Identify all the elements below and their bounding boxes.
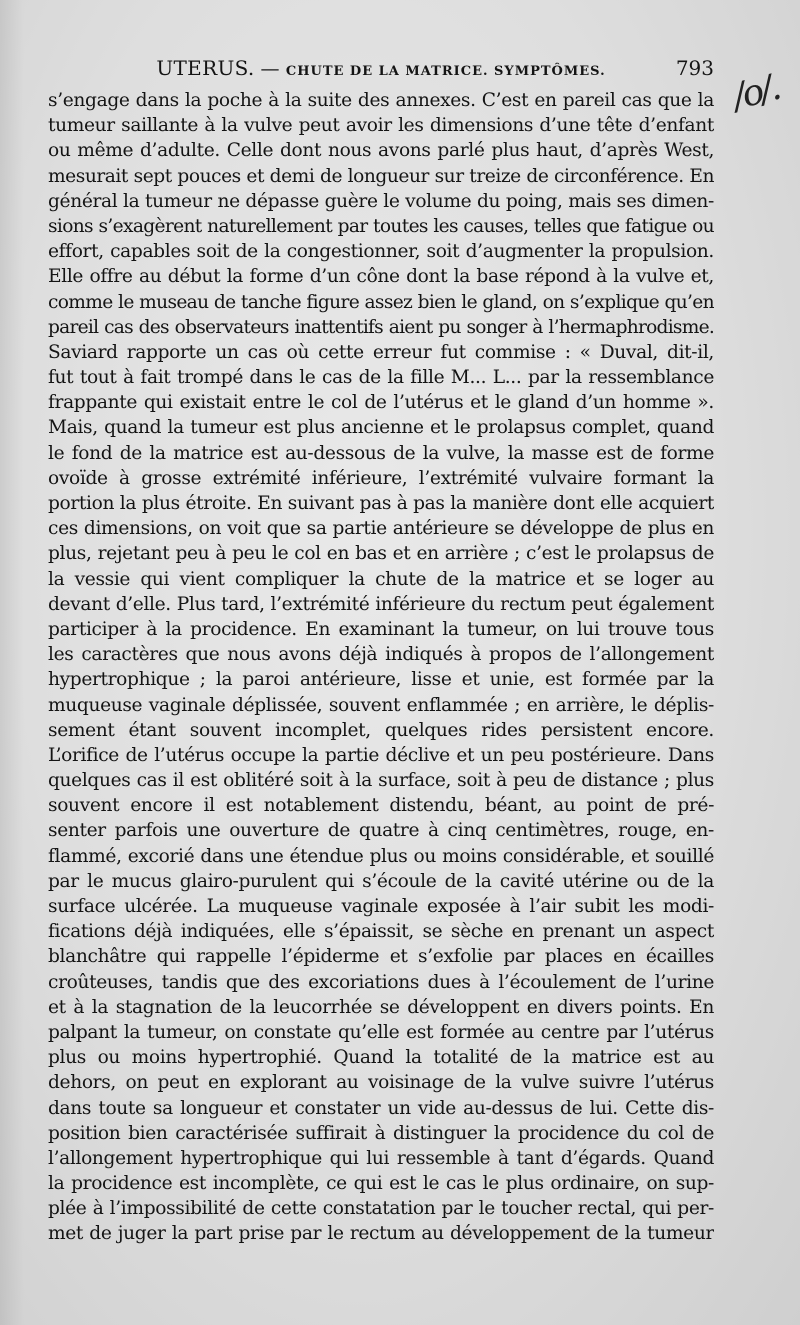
- text-line: général la tumeur ne dépasse guère le volume du poing, mais ses dimen-: [48, 190, 714, 212]
- text-line: sement étant souvent incomplet, quelques rides persistent encore.: [48, 719, 714, 741]
- text-line: frappante qui existait entre le col de l’utérus et le gland d’un homme ».: [48, 392, 714, 414]
- text-line: fut tout à fait trompé dans le cas de la fille M... L... par la ressemblance: [48, 367, 714, 389]
- text-line: surface ulcérée. La muqueuse vaginale exposée à l’air subit les modi-: [48, 896, 714, 917]
- text-line: tumeur saillante à la vulve peut avoir les dimensions d’une tête d’enfant: [48, 115, 714, 137]
- text-line: pareil cas des observateurs inattentifs aient pu songer à l’hermaphrodisme.: [48, 316, 714, 338]
- text-line: dans toute sa longueur et constater un vide au-dessus de lui. Cette dis-: [48, 1097, 714, 1119]
- running-head-subtitle: CHUTE DE LA MATRICE. SYMPTÔMES.: [285, 64, 606, 79]
- text-line: croûteuses, tandis que des excoriations dues à l’écoulement de l’urine: [48, 971, 714, 993]
- text-line: flammé, excorié dans une étendue plus ou moins considérable, et souillé: [48, 845, 714, 867]
- running-head-title: UTERUS.: [156, 56, 255, 80]
- text-line: la procidence est incomplète, ce qui est le cas le plus ordinaire, on sup-: [48, 1173, 714, 1195]
- handwritten-margin-note: /o/.: [728, 67, 783, 118]
- text-line: comme le museau de tanche figure assez bien le gland, on s’explique qu’en: [48, 291, 714, 313]
- text-line: met de juger la part prise par le rectum au développement de la tumeur: [48, 1223, 714, 1245]
- text-line: Elle offre au début la forme d’un cône dont la base répond à la vulve et,: [48, 266, 714, 288]
- text-line: L’orifice de l’utérus occupe la partie déclive et un peu postérieure. Dans: [48, 744, 714, 766]
- text-line: Mais, quand la tumeur est plus ancienne et le prolapsus complet, quand: [48, 417, 714, 439]
- text-line: ces dimensions, on voit que sa partie antérieure se développe de plus en: [48, 518, 714, 540]
- text-line: mesurait sept pouces et demi de longueur sur treize de circonférence. En: [48, 165, 714, 187]
- text-line: devant d’elle. Plus tard, l’extrémité inférieure du rectum peut également: [48, 593, 714, 615]
- text-line: souvent encore il est notablement distendu, béant, au point de pré-: [48, 795, 714, 817]
- text-line: hypertrophique ; la paroi antérieure, lisse et unie, est formée par la: [48, 669, 714, 691]
- text-line: portion la plus étroite. En suivant pas à pas la manière dont elle acquiert: [48, 493, 714, 514]
- text-line: Saviard rapporte un cas où cette erreur fut commise : « Duval, dit-il,: [48, 341, 714, 363]
- text-line: fications déjà indiquées, elle s’épaissit, se sèche en prenant un aspect: [48, 921, 714, 943]
- text-line: palpant la tumeur, on constate qu’elle est formée au centre par l’utérus: [48, 1021, 714, 1043]
- text-line: dehors, on peut en explorant au voisinage de la vulve suivre l’utérus: [48, 1072, 714, 1094]
- text-line: ou même d’adulte. Celle dont nous avons parlé plus haut, d’après West,: [48, 140, 714, 162]
- text-line: senter parfois une ouverture de quatre à cinq centimètres, rouge, en-: [48, 820, 714, 842]
- text-line: participer à la procidence. En examinant la tumeur, on lui trouve tous: [48, 618, 714, 640]
- text-line: et à la stagnation de la leucorrhée se développent en divers points. En: [48, 996, 714, 1018]
- running-head-dash: —: [260, 58, 280, 80]
- text-line: position bien caractérisée suffirait à distinguer la procidence du col de: [48, 1122, 714, 1144]
- text-line: l’allongement hypertrophique qui lui ressemble à tant d’égards. Quand: [48, 1147, 714, 1169]
- text-line: sions s’exagèrent naturellement par toutes les causes, telles que fatigue ou: [48, 215, 714, 237]
- text-line: quelques cas il est oblitéré soit à la surface, soit à peu de distance ; plus: [48, 770, 714, 792]
- text-line: plée à l’impossibilité de cette constatation par le toucher rectal, qui per-: [48, 1198, 714, 1220]
- text-line: plus ou moins hypertrophié. Quand la totalité de la matrice est au: [48, 1047, 714, 1069]
- text-line: les caractères que nous avons déjà indiqués à propos de l’allongement: [48, 644, 714, 666]
- text-line: muqueuse vaginale déplissée, souvent enflammée ; en arrière, le déplis-: [48, 694, 714, 716]
- page-number: 793: [675, 56, 714, 80]
- text-line: ovoïde à grosse extrémité inférieure, l’extrémité vulvaire formant la: [48, 467, 714, 489]
- text-line: plus, rejetant peu à peu le col en bas et en arrière ; c’est le prolapsus de: [48, 543, 714, 565]
- text-line: par le mucus glairo-purulent qui s’écoule de la cavité utérine ou de la: [48, 870, 714, 892]
- page-header: [48, 50, 714, 86]
- body-text: [48, 88, 714, 1247]
- text-line: le fond de la matrice est au-dessous de la vulve, la masse est de forme: [48, 442, 714, 464]
- text-line: la vessie qui vient compliquer la chute de la matrice et se loger au: [48, 568, 714, 590]
- text-line: effort, capables soit de la congestionner, soit d’augmenter la propulsion.: [48, 241, 714, 263]
- running-head: [48, 50, 714, 90]
- text-line: s’engage dans la poche à la suite des annexes. C’est en pareil cas que la: [48, 90, 714, 111]
- page-edge-shadow: [0, 0, 24, 1325]
- text-line: blanchâtre qui rappelle l’épiderme et s’exfolie par places en écailles: [48, 946, 714, 968]
